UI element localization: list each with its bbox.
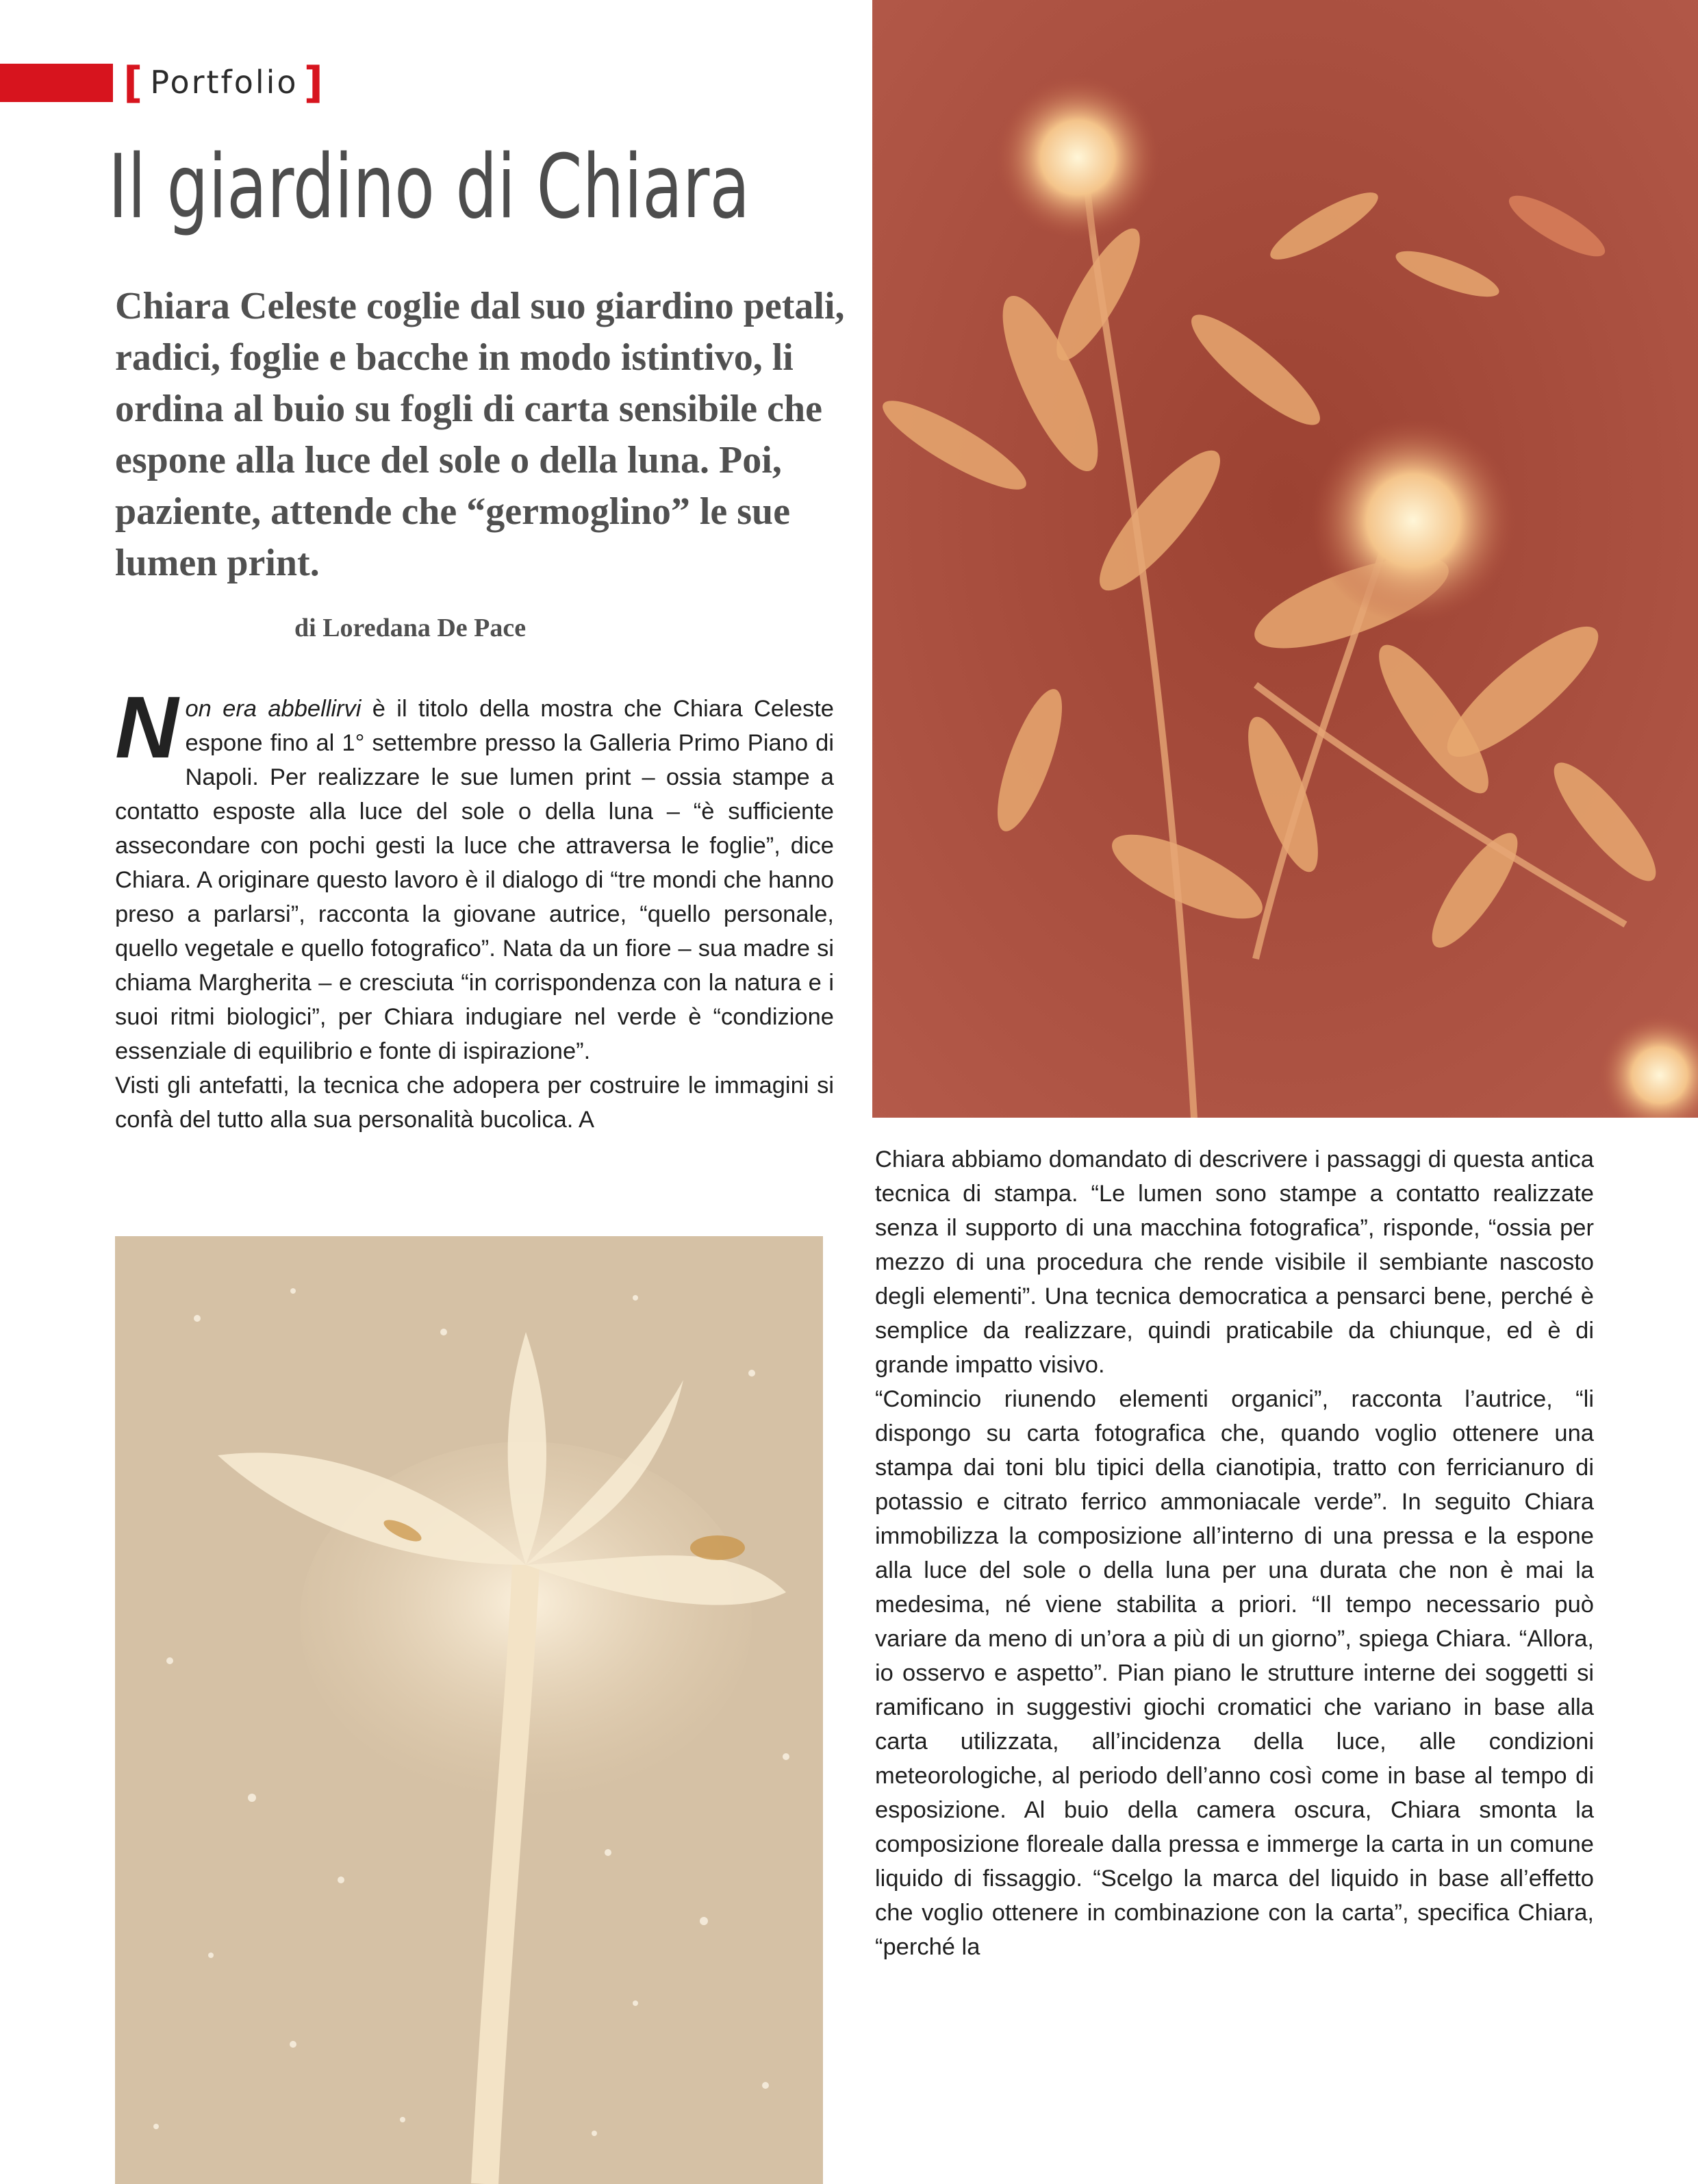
- bracket-close: ]: [303, 57, 325, 108]
- article-title: Il giardino di Chiara: [108, 136, 750, 238]
- body-paragraph-3: Chiara abbiamo domandato di descrivere i passaggi di questa antica tecnica di stampa. “Le lumen sono stampe a contatto realizzate senza il supporto di una macchina fotografica”, risponde, “ossia per mezzo di una procedura che rende visibile il sembiante nascosto degli elementi”. Una tecnica democratica a pensarci bene, perché è semplice da realizzare, quindi praticabile da chiunque, ed è di grande impatto visivo.: [875, 1146, 1594, 1378]
- flower-lumen-print: [872, 0, 1698, 1118]
- bracket-open: [: [123, 57, 145, 108]
- article-byline: di Loredana De Pace: [294, 614, 527, 642]
- section-tag: [118, 55, 331, 110]
- article-lead: Chiara Celeste coglie dal suo giardino petali, radici, foglie e bacche in modo istintivo, li ordina al buio su fogli di carta sensibile che espone alla luce del sole o della luna. Poi, paziente, attende che “germoglino” le sue lumen print.: [115, 285, 845, 584]
- section-label: Portfolio: [150, 64, 299, 101]
- section-bar: [0, 64, 113, 102]
- right-column: [875, 1142, 1594, 1964]
- exhibition-title: on era abbellirvi: [185, 696, 362, 722]
- body-paragraph-1: [115, 679, 834, 1068]
- dropcap: N: [115, 679, 179, 777]
- body-paragraph-2: Visti gli antefatti, la tecnica che adopera per costruire le immagini si confà del tutto alla sua personalità bucolica. A: [115, 1072, 834, 1133]
- body-text: è il titolo della mostra che Chiara Celeste espone fino al 1° settembre presso la Galleria Primo Piano di Napoli. Per realizzare le sue lumen print – ossia stampe a contatto esposte alla luce del sole o della luna – “è sufficiente assecondare con pochi gesti la luce che attraversa le foglie”, dice Chiara. A originare questo lavoro è il dialogo di “tre mondi che hanno preso a parlarsi”, racconta la giovane autrice, “quello personale, quello vegetale e quello fotografico”. Nata da un fiore – sua madre si chiama Margherita – e cresciuta “in corrispondenza con la natura e i suoi ritmi biologici”, per Chiara indugiare nel verde è “condizione essenziale di equilibrio e fonte di ispirazione”.: [115, 696, 834, 1064]
- left-column: [115, 679, 834, 1137]
- body-paragraph-4: “Comincio riunendo elementi organici”, racconta l’autrice, “li dispongo su carta fotografica che, quando voglio ottenere una stampa dai toni blu tipici della cianotipia, tratto con ferricianuro di potassio e citrato ferrico ammoniacale verde”. In seguito Chiara immobilizza la composizione all’interno di una pressa e la espone alla luce del sole o della luna per una durata che non è mai la medesima, né viene stabilita a priori. “Il tempo necessario può variare da meno di un’ora a più di un giorno”, spiega Chiara. “Allora, io osservo e aspetto”. Pian piano le strutture interne dei soggetti si ramificano in suggestivi giochi cromatici che variano in base alla carta utilizzata, all’incidenza della luce, alle condizioni meteorologiche, al periodo dell’anno così come in base al tempo di esposizione. Al buio della camera oscura, Chiara smonta la composizione floreale dalla pressa e immerge la carta in un comune liquido di fissaggio. “Scelgo la marca del liquido in base all’effetto che voglio ottenere in combinazione con la carta”, specifica Chiara, “perché la: [875, 1386, 1594, 1960]
- sprout-lumen-print: [115, 1236, 823, 2184]
